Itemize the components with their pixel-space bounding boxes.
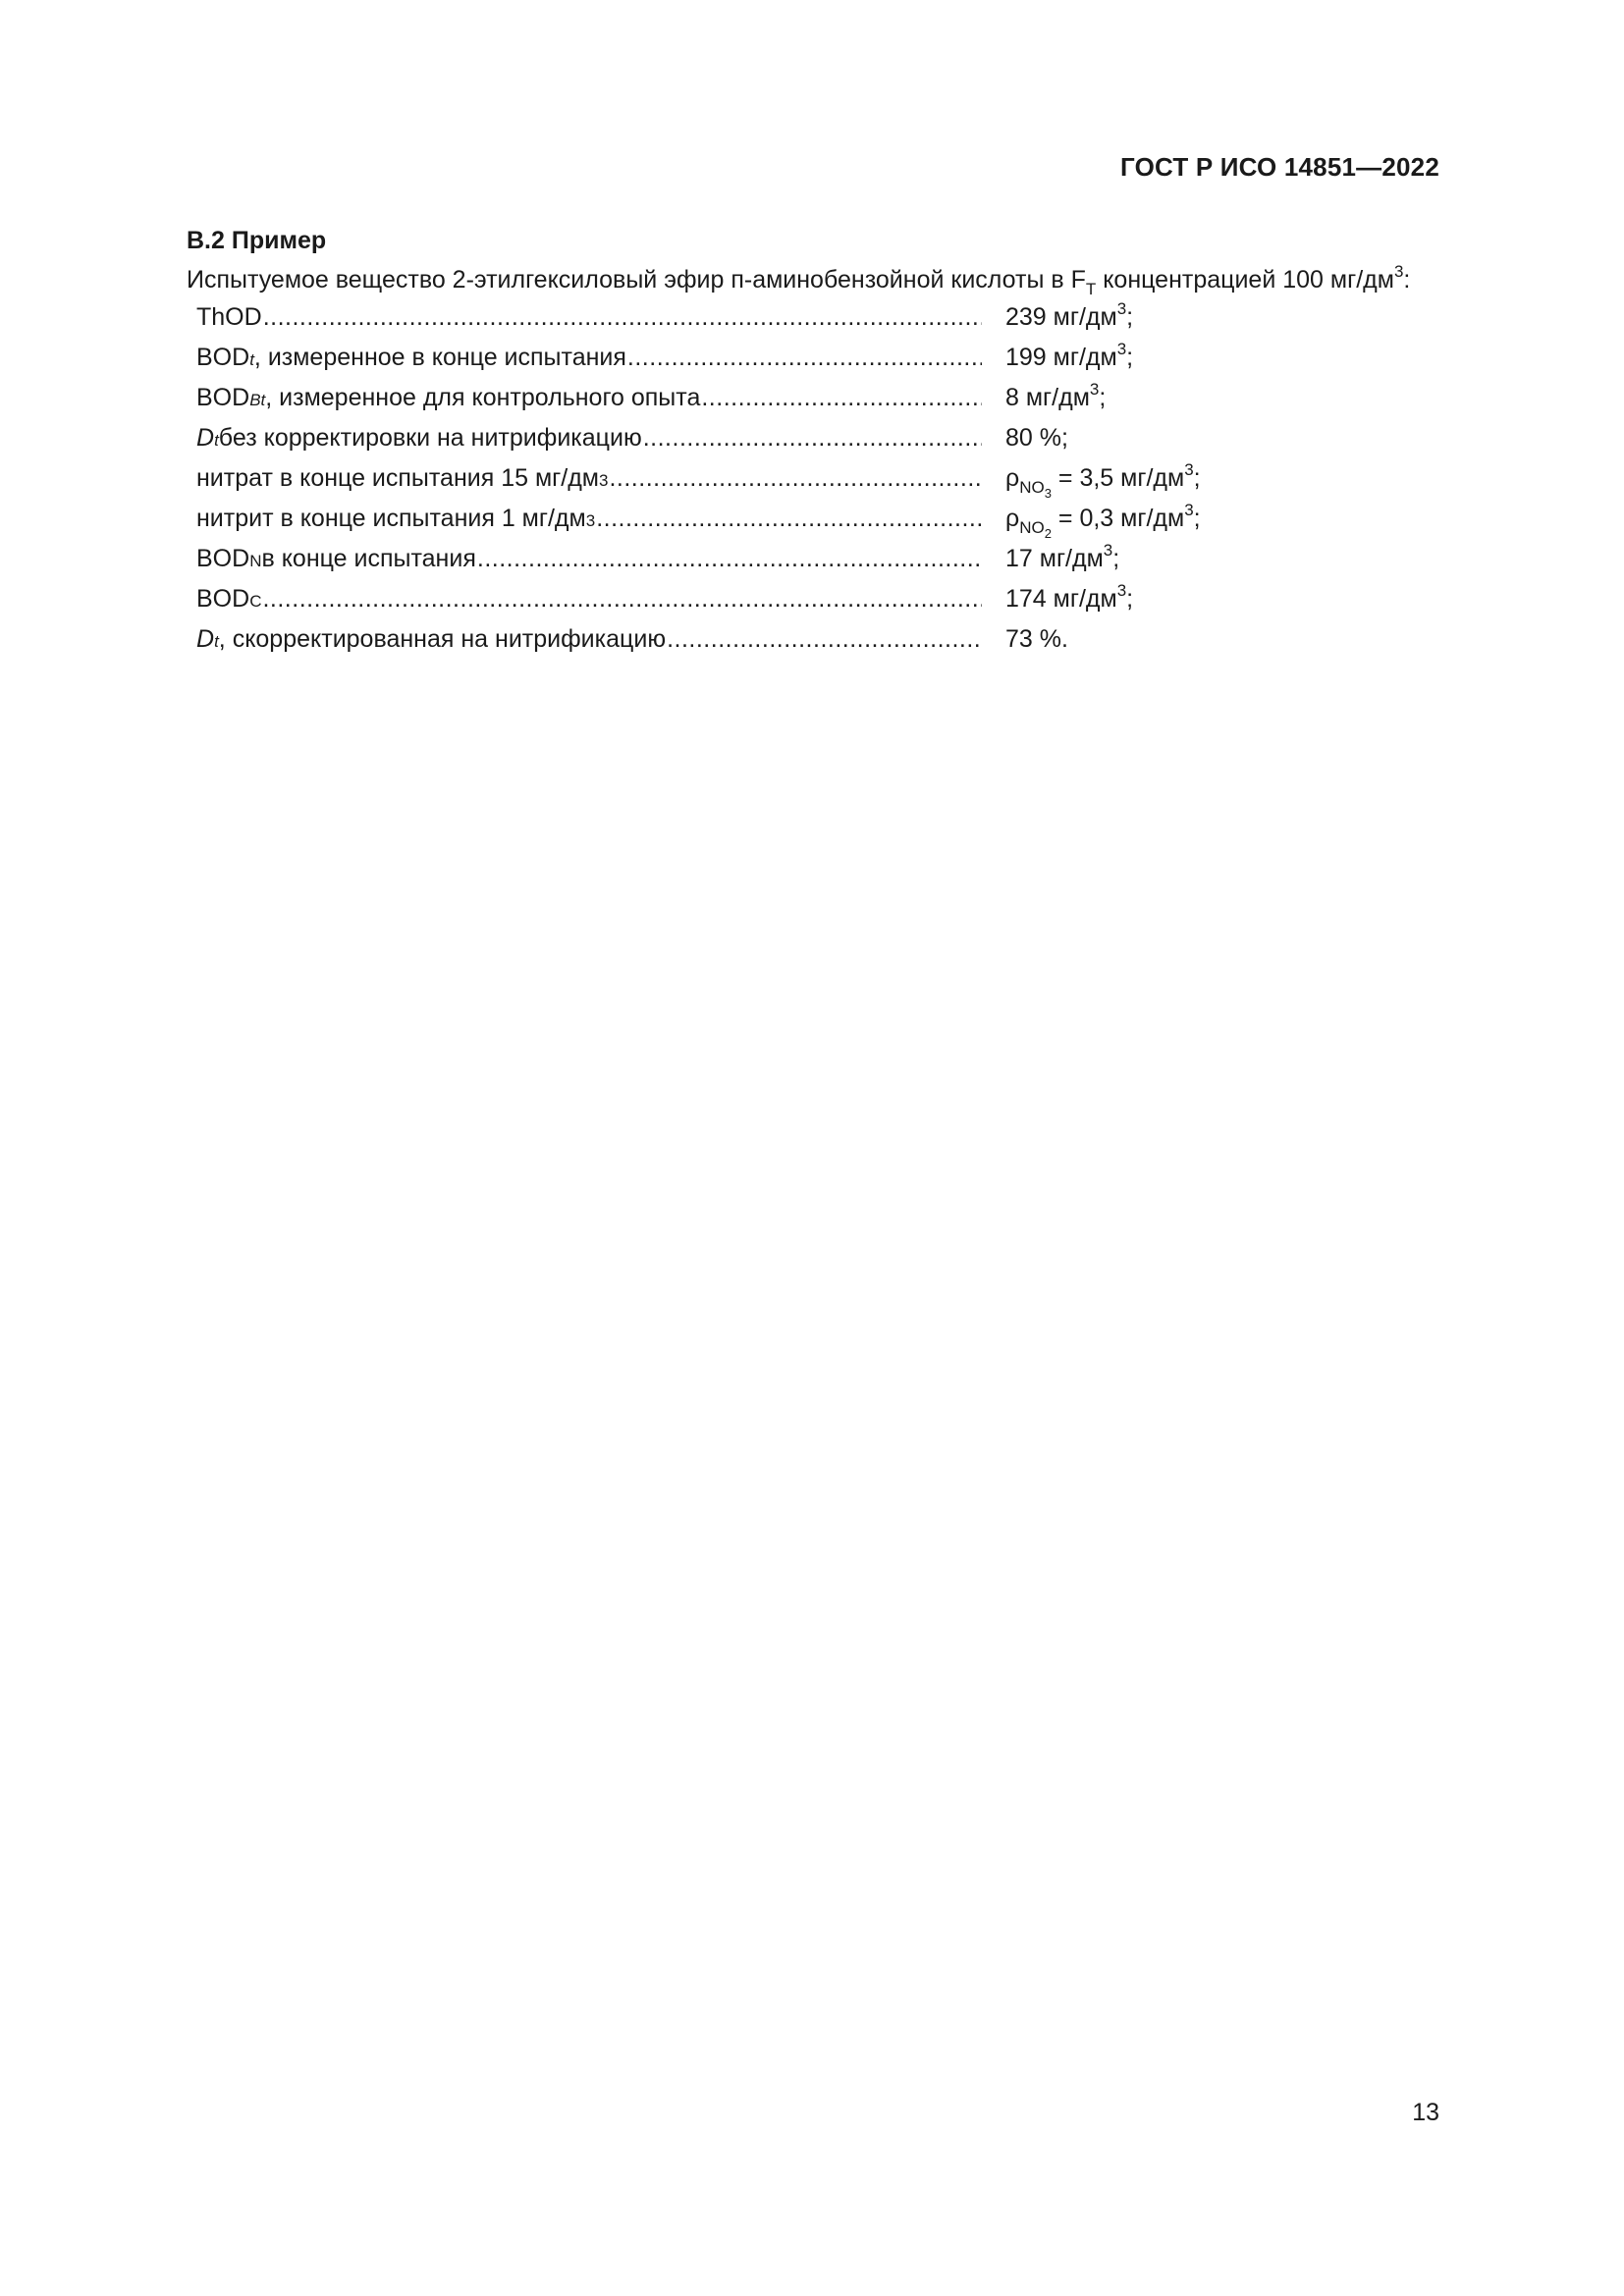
value-text: ρ xyxy=(1005,464,1020,492)
label-subscript: t xyxy=(214,632,219,651)
dot-leader xyxy=(701,383,982,412)
value-subsubscript: 2 xyxy=(1044,526,1052,541)
item-label xyxy=(196,624,982,654)
value-text: 8 мг/дм xyxy=(1005,384,1090,411)
dot-leader xyxy=(262,584,982,614)
value-superscript: 3 xyxy=(1116,299,1127,318)
item-value xyxy=(1005,423,1068,453)
item-value xyxy=(1005,501,1201,541)
label-italic: D xyxy=(196,625,215,653)
value-subscript: NO xyxy=(1019,478,1045,497)
label-text-cont: без корректировки на нитрификацию xyxy=(218,424,642,452)
intro-text-cont: концентрацией 100 мг/дм xyxy=(1096,266,1394,294)
label-text-cont: , скорректированная на нитрификацию xyxy=(218,625,667,653)
intro-end: : xyxy=(1403,266,1411,294)
item-value xyxy=(1005,460,1201,501)
list-item xyxy=(196,501,1443,544)
item-label xyxy=(196,343,982,372)
value-end: ; xyxy=(1126,344,1134,371)
dot-leader xyxy=(667,624,982,654)
value-end: ; xyxy=(1126,303,1134,331)
list-item xyxy=(196,624,1443,665)
value-end: ; xyxy=(1126,585,1134,613)
list-item xyxy=(196,340,1443,383)
item-label: BOD C ..... xyxy=(196,584,982,614)
item-label xyxy=(196,302,982,332)
value-text: 174 мг/дм xyxy=(1005,585,1117,613)
value-text: 73 %. xyxy=(1005,625,1068,653)
item-value xyxy=(1005,380,1107,412)
item-label xyxy=(196,423,982,453)
item-value xyxy=(1005,299,1134,332)
label-text-cont: , измеренное для контрольного опыта xyxy=(265,384,701,411)
value-text: 80 %; xyxy=(1005,424,1068,452)
item-value xyxy=(1005,581,1134,614)
doc-code-header: ГОСТ Р ИСО 14851—2022 xyxy=(1119,152,1439,182)
item-value xyxy=(1005,340,1134,372)
section-content xyxy=(187,226,1443,665)
item-value xyxy=(1005,624,1068,654)
values-list xyxy=(187,299,1443,665)
value-subscript: NO xyxy=(1019,518,1045,537)
dot-leader xyxy=(263,302,982,332)
value-text: 239 мг/дм xyxy=(1005,303,1117,331)
dot-leader xyxy=(477,544,982,573)
intro-text: Испытуемое вещество 2-этилгексиловый эфир п-аминобензойной кислоты в F xyxy=(187,266,1086,294)
value-superscript: 3 xyxy=(1089,380,1100,399)
value-end: ; xyxy=(1112,545,1120,572)
value-superscript: 3 xyxy=(1184,460,1194,479)
list-item xyxy=(196,460,1443,504)
dot-leader xyxy=(643,423,982,453)
dot-leader xyxy=(627,343,982,372)
label-text: нитрит в конце испытания 1 мг/дм xyxy=(196,505,586,532)
item-label xyxy=(196,383,982,412)
label-text-cont: в конце испытания xyxy=(261,545,476,572)
value-text-cont: = 0,3 мг/дм xyxy=(1051,505,1185,532)
value-superscript: 3 xyxy=(1116,340,1127,358)
label-subscript: Bt xyxy=(249,391,266,409)
item-label: BOD N в конце испытания ..... xyxy=(196,544,982,573)
label-text: нитрат в конце испытания 15 мг/дм xyxy=(196,464,599,492)
value-end: ; xyxy=(1099,384,1107,411)
list-item xyxy=(196,581,1443,624)
section-title: В.2 Пример xyxy=(187,227,327,254)
intro-superscript: 3 xyxy=(1393,262,1404,281)
list-item xyxy=(196,380,1443,423)
label-text: BOD xyxy=(196,384,250,411)
intro-subscript: T xyxy=(1085,280,1097,298)
intro-paragraph xyxy=(187,262,1443,298)
list-item xyxy=(196,299,1443,343)
label-text-cont: , измеренное в конце испытания xyxy=(253,344,626,371)
value-end: ; xyxy=(1193,464,1201,492)
label-subscript: t xyxy=(249,350,254,369)
value-superscript: 3 xyxy=(1116,581,1127,600)
label-text: BOD xyxy=(196,585,250,613)
item-label: нитрат в конце испытания 15 мг/дм 3 ..... xyxy=(196,463,982,493)
item-value xyxy=(1005,541,1120,573)
value-text: 199 мг/дм xyxy=(1005,344,1117,371)
value-subsubscript: 3 xyxy=(1044,486,1052,501)
dot-leader xyxy=(609,463,982,493)
value-end: ; xyxy=(1193,505,1201,532)
list-item xyxy=(196,423,1443,463)
label-text: BOD xyxy=(196,545,250,572)
value-text: 17 мг/дм xyxy=(1005,545,1104,572)
list-item xyxy=(196,541,1443,584)
label-italic: D xyxy=(196,424,215,452)
label-subscript: t xyxy=(214,431,219,450)
value-superscript: 3 xyxy=(1184,501,1194,519)
dot-leader xyxy=(596,504,982,533)
value-text: ρ xyxy=(1005,505,1020,532)
value-superscript: 3 xyxy=(1103,541,1113,560)
page-number: 13 xyxy=(1412,2099,1439,2126)
value-text-cont: = 3,5 мг/дм xyxy=(1051,464,1185,492)
item-label: нитрит в конце испытания 1 мг/дм 3 ..... xyxy=(196,504,982,533)
label-text: BOD xyxy=(196,344,250,371)
label-text: ThOD xyxy=(196,303,262,331)
